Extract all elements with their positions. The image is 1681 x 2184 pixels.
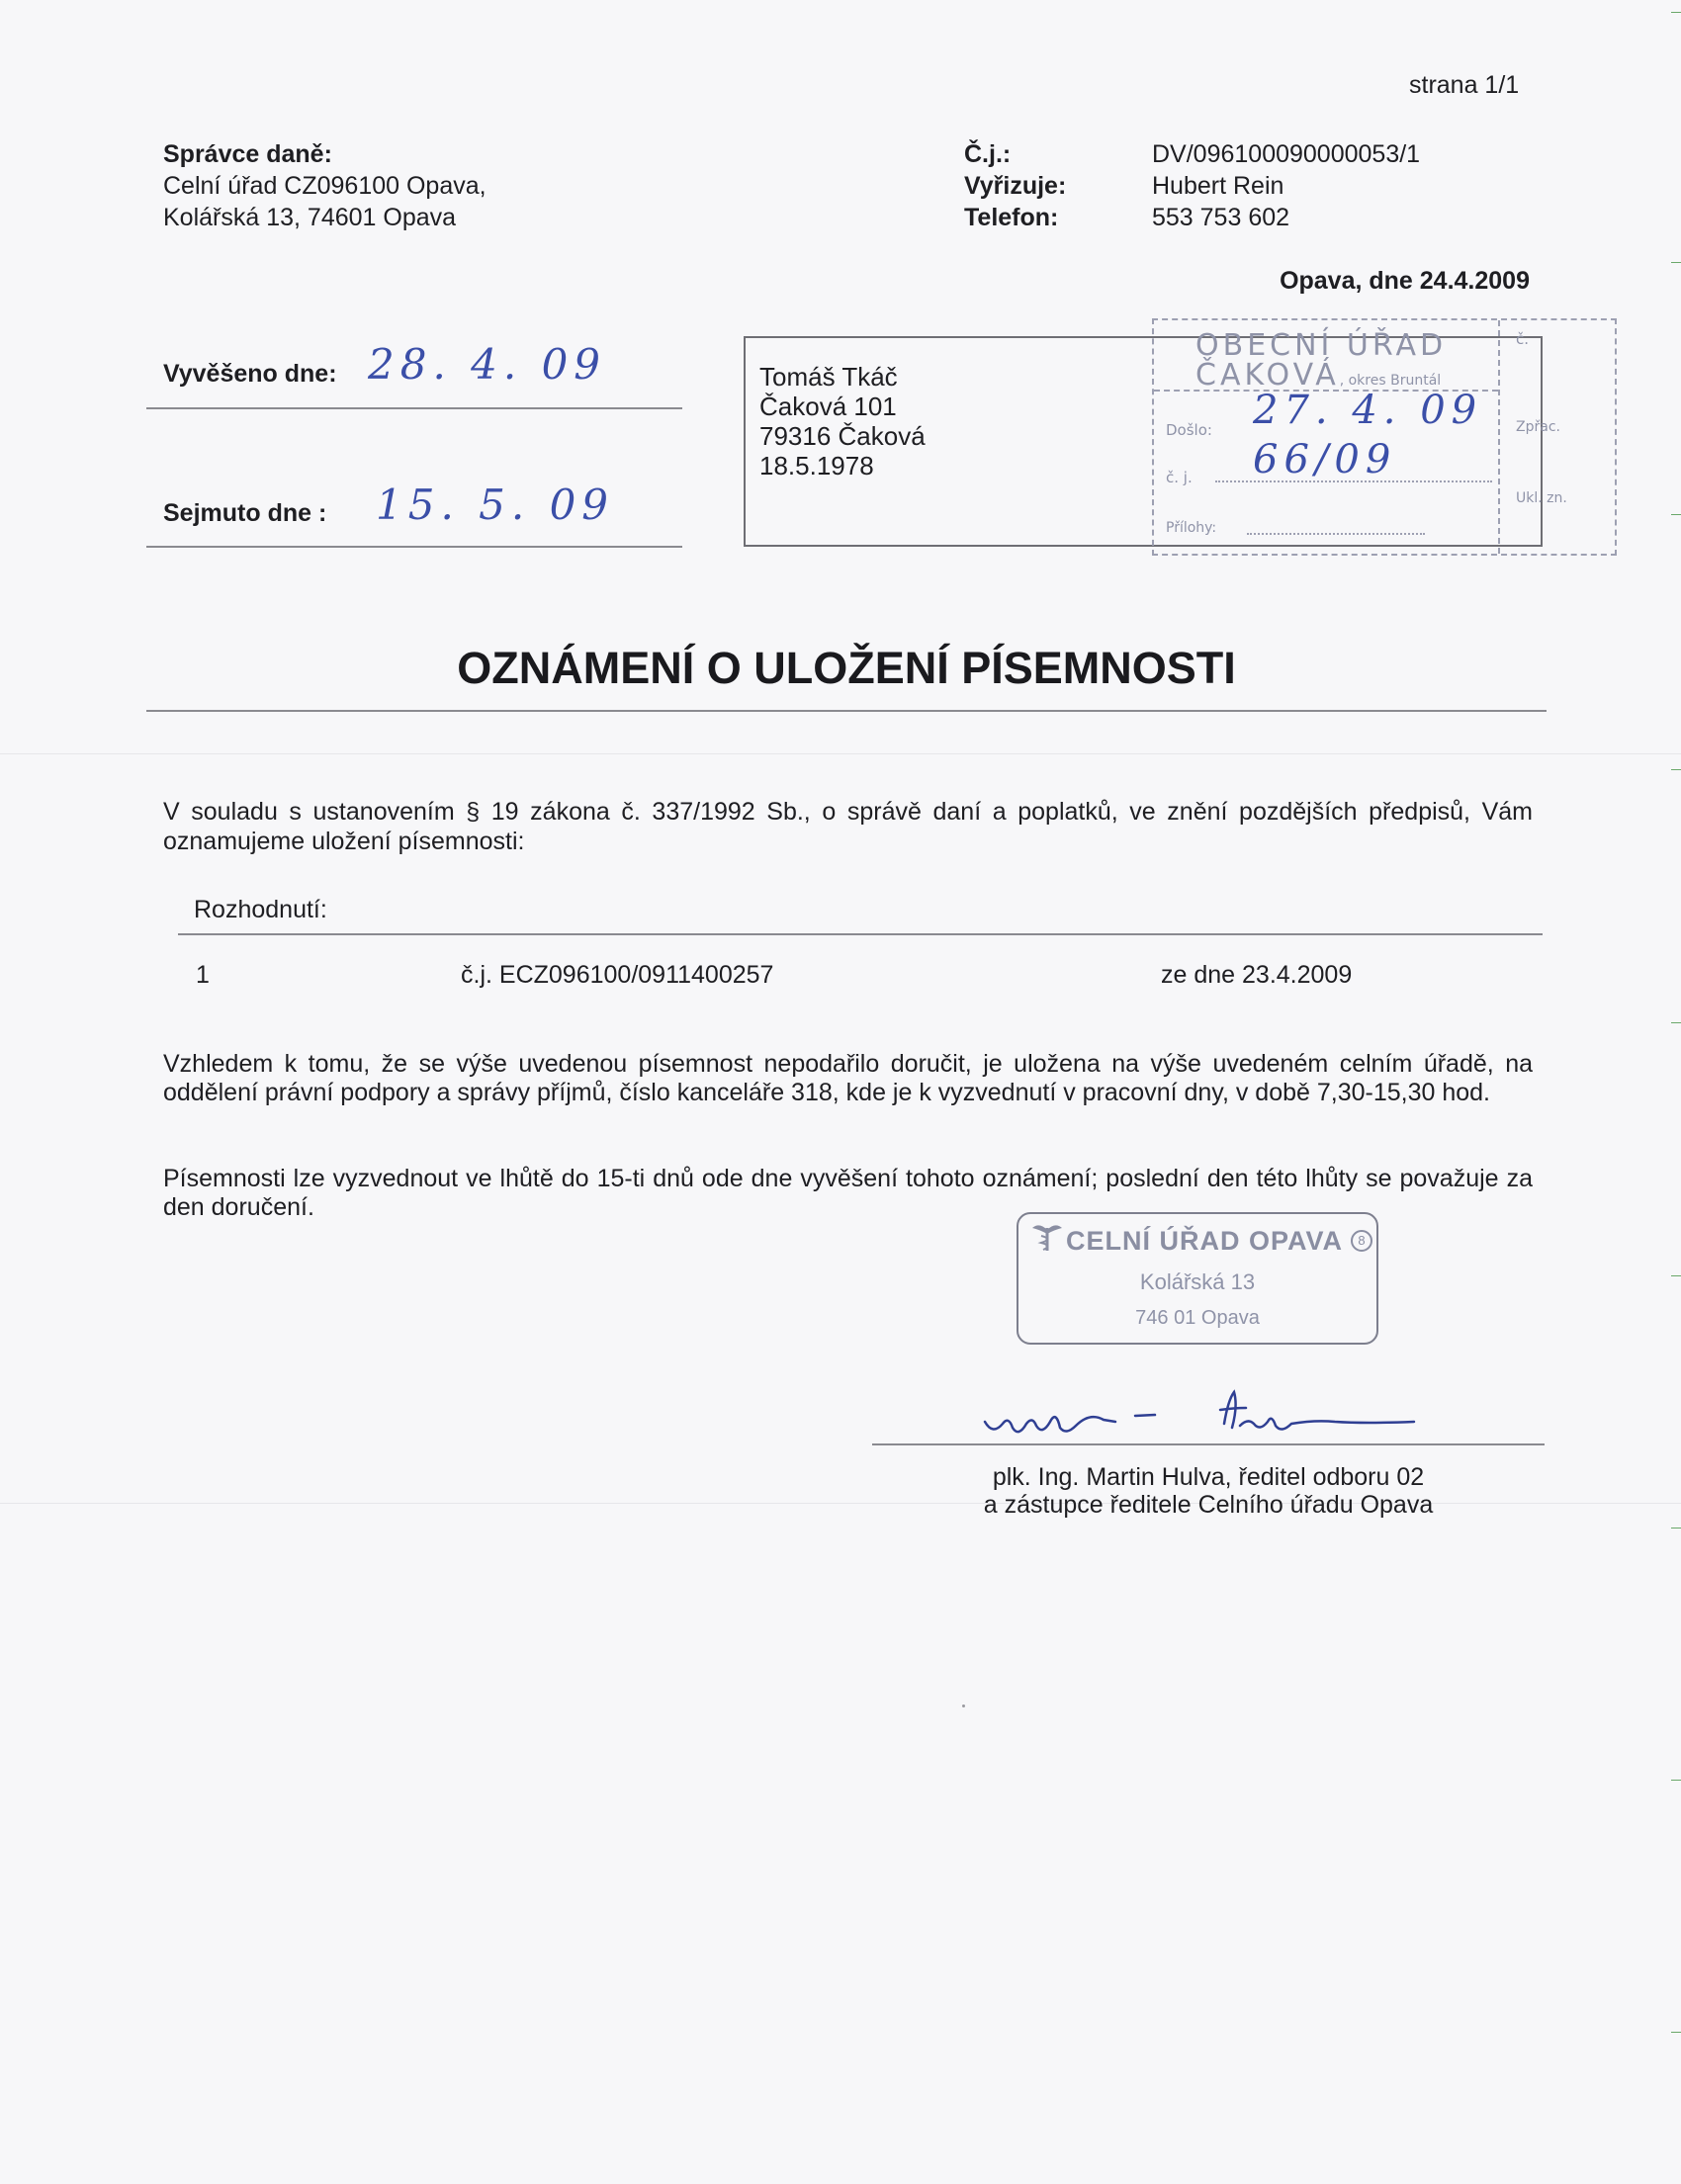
stamp-divider <box>1498 320 1500 554</box>
customs-office-stamp <box>1017 1212 1378 1345</box>
scan-speck <box>962 1704 965 1707</box>
decision-reference: č.j. ECZ096100/0911400257 <box>461 961 774 989</box>
recipient-name: Tomáš Tkáč <box>759 362 898 392</box>
stamp-office: OBECNÍ ÚŘAD <box>1195 328 1448 363</box>
scan-edge-mark <box>1671 769 1681 770</box>
divider <box>146 710 1547 712</box>
stamp-cj-handwritten: 66/09 <box>1253 437 1397 482</box>
decision-date: ze dne 23.4.2009 <box>1161 961 1353 989</box>
handles-value: Hubert Rein <box>1152 172 1284 200</box>
scan-edge-mark <box>1671 1022 1681 1023</box>
storage-paragraph: Vzhledem k tomu, že se výše uvedenou písemnost nepodařilo doručit, je uložena na výše uvedeném celním úřadě, na oddělení právní podpory a správy příjmů, číslo kanceláře 318, kde je k vyzvednutí v pracovní dny, v době 7,30-15,30 hod. <box>163 1050 1533 1106</box>
received-stamp <box>1152 318 1617 556</box>
recipient-birth-date: 18.5.1978 <box>759 451 874 480</box>
recipient-city: 79316 Čaková <box>759 421 926 451</box>
meta-labels <box>964 138 1066 233</box>
divider <box>146 546 682 548</box>
stamp-attachments-label: Přílohy: <box>1166 520 1217 536</box>
removed-handwritten-date: 15. 5. 09 <box>376 480 615 529</box>
sender-block <box>163 138 487 233</box>
stamp-district: , okres Bruntál <box>1339 373 1442 389</box>
stamp-office-name: CELNÍ ÚŘAD OPAVA <box>1066 1226 1344 1256</box>
stamp-dotted-line <box>1247 533 1425 535</box>
divider <box>146 407 682 409</box>
handles-label: Vyřizuje: <box>964 172 1067 200</box>
sender-line: Celní úřad CZ096100 Opava, <box>163 172 487 200</box>
stamp-received-label: Došlo: <box>1166 421 1212 439</box>
stamp-office-city: 746 01 Opava <box>1135 1307 1260 1329</box>
page-number: strana 1/1 <box>1409 71 1520 99</box>
recipient-block <box>759 362 926 480</box>
scan-edge-mark <box>1671 1780 1681 1781</box>
meta-values <box>1152 138 1420 233</box>
decision-label: Rozhodnutí: <box>194 896 327 923</box>
cj-label: Č.j.: <box>964 140 1012 168</box>
stamp-office-street: Kolářská 13 <box>1139 1269 1256 1294</box>
signatory-block <box>872 1463 1545 1519</box>
stamp-side-label: Zpřac. <box>1516 419 1560 435</box>
scan-edge-mark <box>1671 1275 1681 1276</box>
handwritten-signature <box>979 1388 1424 1449</box>
deadline-paragraph: Písemnosti lze vyzvednout ve lhůtě do 15-ti dnů ode dne vyvěšení tohoto oznámení; poslední den této lhůty se považuje za den doručení. <box>163 1165 1533 1221</box>
decision-number: 1 <box>196 961 210 989</box>
scan-edge-mark <box>1671 514 1681 515</box>
divider <box>178 933 1543 935</box>
signature-line <box>872 1443 1545 1445</box>
stamp-received-handwritten: 27. 4. 09 <box>1253 388 1483 433</box>
sender-label: Správce daně: <box>163 140 332 168</box>
sender-line: Kolářská 13, 74601 Opava <box>163 204 457 231</box>
scan-edge-mark <box>1671 12 1681 13</box>
caduceus-icon <box>1030 1222 1064 1252</box>
scan-edge-mark <box>1671 1528 1681 1529</box>
place-date: Opava, dne 24.4.2009 <box>1280 267 1530 295</box>
scan-edge-mark <box>1671 2032 1681 2033</box>
intro-paragraph: V souladu s ustanovením § 19 zákona č. 337/1992 Sb., o správě daní a poplatků, ve znění pozdějších předpisů, Vám oznamujeme uložení písemnosti: <box>163 798 1533 855</box>
document-title: OZNÁMENÍ O ULOŽENÍ PÍSEMNOSTI <box>457 643 1236 693</box>
posted-handwritten-date: 28. 4. 09 <box>368 340 607 389</box>
phone-value: 553 753 602 <box>1152 204 1290 231</box>
removed-label: Sejmuto dne : <box>163 499 327 527</box>
posted-label: Vyvěšeno dne: <box>163 360 337 388</box>
stamp-mark: 8 <box>1351 1230 1372 1252</box>
stamp-side-label: č. <box>1516 330 1530 348</box>
cj-value: DV/096100090000053/1 <box>1152 140 1421 168</box>
stamp-town: ČAKOVÁ <box>1195 358 1340 393</box>
signatory-name: plk. Ing. Martin Hulva, ředitel odboru 02 <box>992 1463 1425 1491</box>
stamp-cj-label: č. j. <box>1166 469 1193 486</box>
stamp-side-label: Ukl. zn. <box>1516 490 1567 506</box>
recipient-street: Čaková 101 <box>759 392 897 421</box>
scan-edge-mark <box>1671 262 1681 263</box>
fold-line <box>0 753 1681 754</box>
signatory-role: a zástupce ředitele Celního úřadu Opava <box>983 1491 1434 1519</box>
phone-label: Telefon: <box>964 204 1059 231</box>
